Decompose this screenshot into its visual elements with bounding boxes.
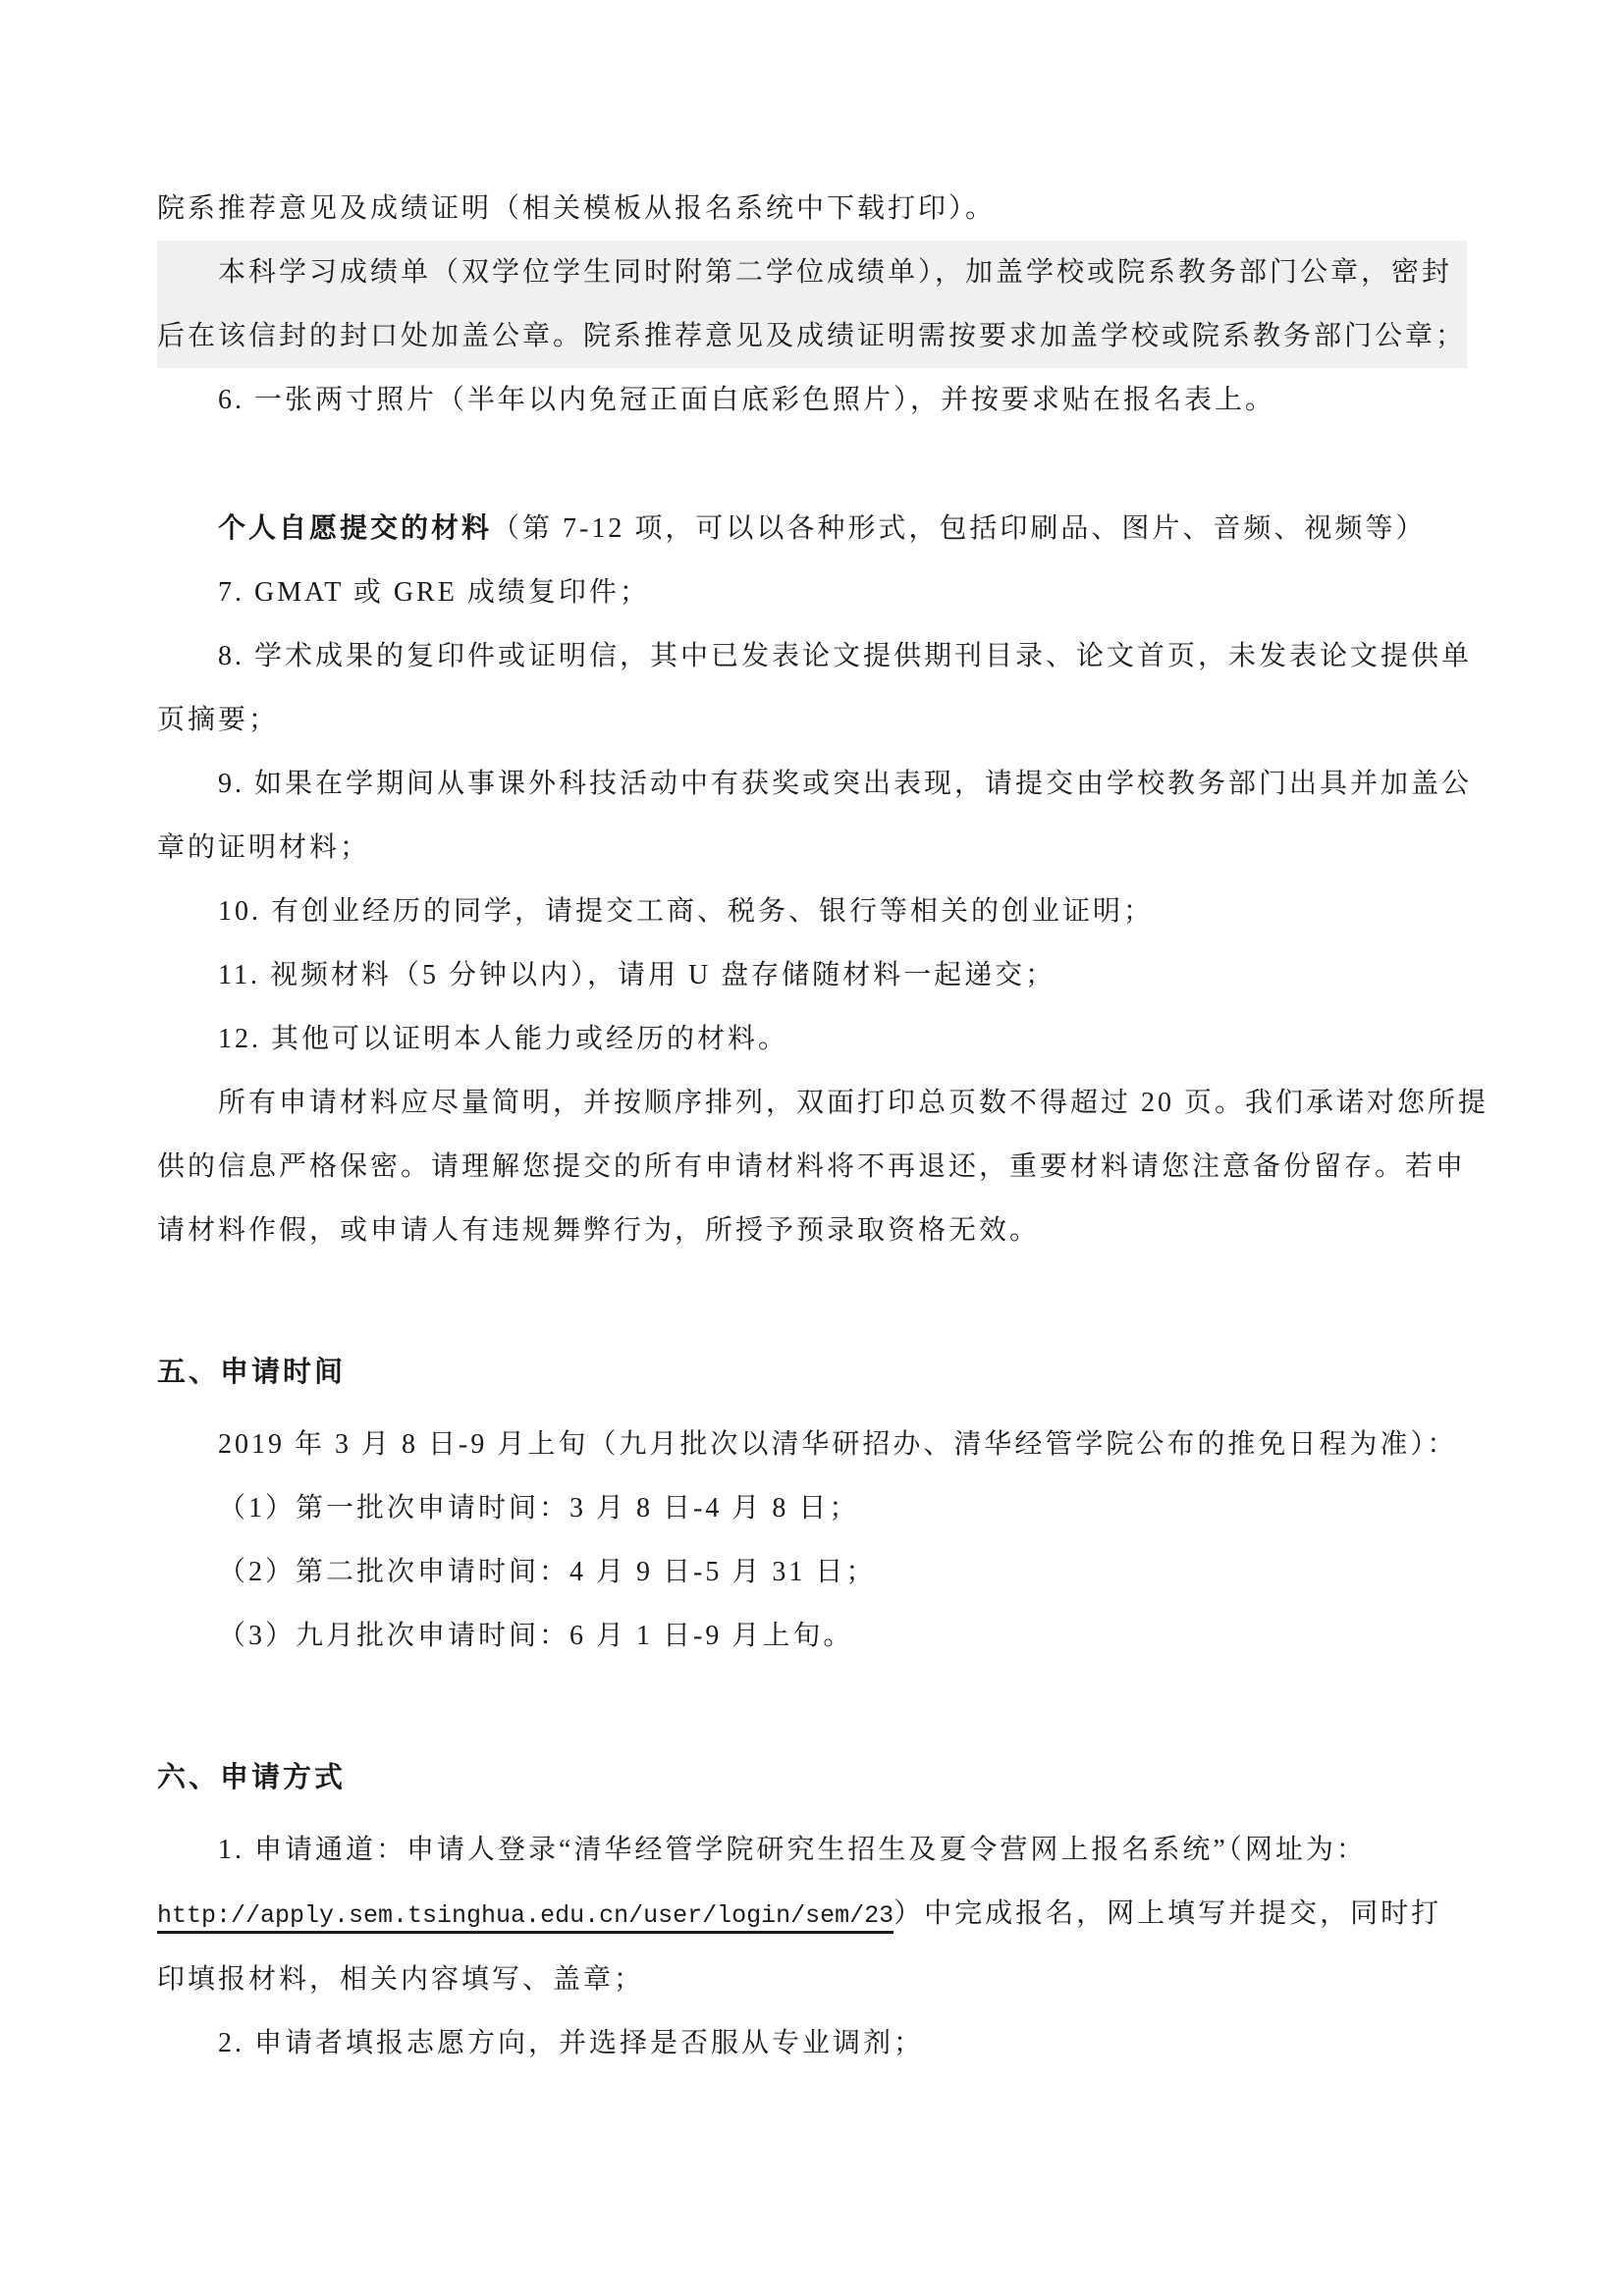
blank-line bbox=[157, 1668, 1467, 1732]
text-line: 后在该信封的封口处加盖公章。院系推荐意见及成绩证明需按要求加盖学校或院系教务部门公章； bbox=[157, 321, 1467, 351]
voluntary-materials-note: （第 7-12 项，可以以各种形式，包括印刷品、图片、音频、视频等） bbox=[492, 513, 1427, 544]
text-line: 印填报材料，相关内容填写、盖章； bbox=[157, 1964, 645, 1995]
text-line: 8. 学术成果的复印件或证明信，其中已发表论文提供期刊目录、论文首页，未发表论文提供单 bbox=[218, 641, 1473, 671]
text-line: （2）第二批次申请时间：4 月 9 日-5 月 31 日； bbox=[218, 1557, 877, 1587]
section-heading: 五、申请时间 bbox=[157, 1357, 347, 1388]
document-body bbox=[157, 177, 1489, 2075]
text-line: 10. 有创业经历的同学，请提交工商、税务、银行等相关的创业证明； bbox=[218, 896, 1155, 927]
application-url-link[interactable]: http://apply.sem.tsinghua.edu.cn/user/login/sem/23 bbox=[157, 1901, 893, 1934]
highlighted-passage bbox=[157, 240, 1467, 368]
text-line: 院系推荐意见及成绩证明（相关模板从报名系统中下载打印）。 bbox=[157, 193, 997, 224]
text-line: 1. 申请通道：申请人登录“清华经管学院研究生招生及夏令营网上报名系统”（网址为： bbox=[218, 1835, 1367, 1865]
text-line: 请材料作假，或申请人有违规舞弊行为，所授予预录取资格无效。 bbox=[157, 1215, 1041, 1246]
section-heading: 六、申请方式 bbox=[157, 1762, 347, 1793]
text-line: 6. 一张两寸照片（半年以内免冠正面白底彩色照片），并按要求贴在报名表上。 bbox=[218, 385, 1276, 415]
text-line: 本科学习成绩单（双学位学生同时附第二学位成绩单），加盖学校或院系教务部门公章，密封 bbox=[218, 257, 1453, 288]
text-line bbox=[157, 496, 1467, 561]
text-run: ）中完成报名，网上填写并提交，同时打 bbox=[893, 1898, 1442, 1929]
text-line: 章的证明材料； bbox=[157, 832, 371, 863]
text-line: 所有申请材料应尽量简明，并按顺序排列，双面打印总页数不得超过 20 页。我们承诺对您所提 bbox=[218, 1088, 1489, 1118]
text-line: 2019 年 3 月 8 日-9 月上旬（九月批次以清华研招办、清华经管学院公布的推免日程为准）： bbox=[218, 1429, 1458, 1460]
text-line: 11. 视频材料（5 分钟以内），请用 U 盘存储随材料一起递交； bbox=[218, 960, 1056, 990]
text-line: 9. 如果在学期间从事课外科技活动中有获奖或突出表现，请提交由学校教务部门出具并加盖公 bbox=[218, 769, 1473, 799]
text-line: 2. 申请者填报志愿方向，并选择是否服从专业调剂； bbox=[218, 2028, 925, 2058]
text-line bbox=[157, 1882, 1467, 1948]
voluntary-materials-label: 个人自愿提交的材料 bbox=[218, 512, 493, 543]
blank-line bbox=[157, 1262, 1467, 1326]
text-line: 页摘要； bbox=[157, 705, 280, 735]
text-line: 12. 其他可以证明本人能力或经历的材料。 bbox=[218, 1024, 789, 1054]
text-line: （1）第一批次申请时间：3 月 8 日-4 月 8 日； bbox=[218, 1493, 860, 1523]
blank-line bbox=[157, 432, 1467, 496]
text-line: （3）九月批次申请时间：6 月 1 日-9 月上旬。 bbox=[218, 1621, 854, 1651]
text-line: 供的信息严格保密。请理解您提交的所有申请材料将不再退还，重要材料请您注意备份留存。若申 bbox=[157, 1151, 1467, 1182]
text-line: 7. GMAT 或 GRE 成绩复印件； bbox=[218, 577, 650, 608]
